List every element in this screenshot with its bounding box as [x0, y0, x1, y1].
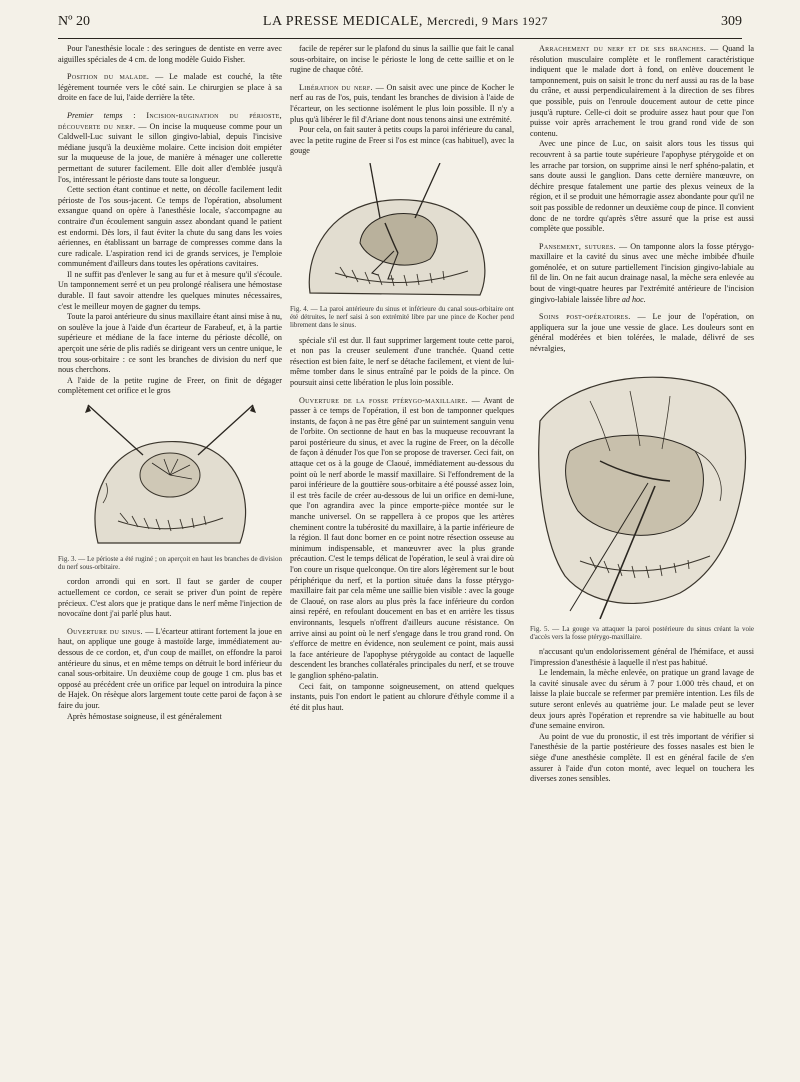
paragraph: Il ne suffit pas d'enlever le sang au fur et à mesure qu'il s'écoule. Un tamponnement serré et un peu prolongé réalisera une hémostase durable. Il faut savoir attendre les quelques minutes nécessaires, c'est le meilleur moyen de gagner du temps. [58, 269, 282, 311]
figure-3-illustration [58, 403, 282, 553]
figure-4-caption: Fig. 4. — La paroi antérieure du sinus et inférieure du canal sous-orbitaire ont été détruites, le nerf saisi à son extrémité libre par une pince de Kocher pend librement dans le sinus. [290, 304, 514, 330]
paragraph: Premier temps : Incision-rugination du périoste, découverte du nerf. — On incise la muqueuse comme pour un Caldwell-Luc suivant le sillon gingivo-labial, depuis l'incisive médiane jusqu'à la deuxième molaire. Cette incision doit empiéter sur la muqueuse de la joue, de manière à ménager une collerette permettant de suturer facilement. Elle doit aller d'emblée jusqu'à l'os, intéressant le périoste dans toute sa longueur. [58, 110, 282, 184]
figure-5-caption: Fig. 5. — La gouge va attaquer la paroi postérieure du sinus créant la voie d'accès vers la fosse ptérygo-maxillaire. [530, 624, 754, 641]
column-2 [290, 44, 514, 1074]
figure-5 [530, 361, 754, 641]
figure-3 [58, 403, 282, 571]
paragraph: Toute la paroi antérieure du sinus maxillaire étant ainsi mise à nu, on soulève la joue à l'aide d'un écarteur de Farabeuf, et, à la partie supérieure et médiane de la face interne du périoste décollé, on aperçoit une série de plis radiés se dirigeant vers un centre unique, le trou sous-orbitaire : ce sont les branches de division du nerf que nous cherchons. [58, 312, 282, 375]
issue-date: Mercredi, 9 Mars 1927 [426, 14, 549, 28]
section-heading: : Incision-rugination du périoste, découverte du nerf. [58, 110, 282, 131]
paragraph: Après hémostase soigneuse, il est généralement [67, 711, 222, 721]
section-heading: Soins post-opératoires. [539, 312, 631, 322]
paragraph: cordon arrondi qui en sort. Il faut se garder de couper actuellement ce cordon, ce serait se priver d'un point de repère précieux. C'est alors que je pratique dans le nerf même l'injection de novocaïne dont j'ai parlé plus haut. [58, 577, 282, 619]
paragraph: Ceci fait, on tamponne soigneusement, on attend quelques instants, puis l'on endort le patient au chlorure d'éthyle comme il a été dit plus haut. [290, 681, 514, 712]
page-number: 309 [720, 14, 742, 29]
paragraph: Au point de vue du pronostic, il est très important de vérifier si l'anesthésie de la partie postérieure des fosses nasales est bien le siège d'une anesthésie complète. Il est en général facile de s'en assurer à l'aide d'un coton monté, avec lequel on touchera les diverses zones sensibles. [530, 731, 754, 784]
column-1 [58, 44, 282, 1074]
section-heading: Position du malade. [67, 72, 150, 82]
column-3 [530, 44, 754, 1074]
section-heading: Ouverture du sinus. [67, 626, 143, 636]
paragraph: Avec une pince de Luc, on saisit alors tous les tissus qui recouvrent à sa partie toute supérieure l'apophyse ptérygoïde et on les arrache par torsion, on supprime ainsi le nerf sphéno-palatin, et sans doute aussi le ganglion. Dans cette dernière manœuvre, on déchire presque fatalement une partie des plexus veineux de la région, et il se produit une hémorragie assez abondante pour qu'il ne soit pas possible de redonner un deuxième coup de pince. Il convient donc de ne tordre qu'après s'être assuré que la prise est aussi complète que possible. [530, 139, 754, 234]
figure-3-caption: Fig. 3. — Le périoste a été ruginé ; on aperçoit en haut les branches de division du nerf sous-orbitaire. [58, 555, 282, 572]
paragraph: n'accusant qu'un endolorissement général de l'hémiface, et aussi l'impression d'anesthésie à laquelle il n'est pas habitué. [530, 647, 754, 667]
section-heading-italic: Premier temps [67, 110, 123, 120]
paragraph: Pansement, sutures. — On tamponne alors la fosse ptérygo-maxillaire et la cavité du sinus avec une mèche imbibée d'huile goménolée, et on suture partiellement l'incision gingivo-labiale au fil de lin. On ne fait aucun drainage nasal, la mèche sera enlevée au bout de vingt-quatre heures par l'extrémité antérieure de l'incision gingivo-labiale laissée libre ad hoc. [530, 241, 754, 304]
paragraph: Soins post-opératoires. — Le jour de l'opération, on appliquera sur la joue une vessie de glace. Les douleurs sont en général modérées et bien tolérées, le malade, délivré de ses névralgies, [530, 312, 754, 354]
section-heading: Arrachement du nerf et de ses branches. [539, 44, 707, 53]
paragraph: Pour cela, on fait sauter à petits coups la paroi inférieure du canal, avec la petite rugine de Freer si l'os est mince (cas habituel), avec la gouge [290, 125, 514, 156]
figure-5-illustration [530, 361, 754, 623]
journal-title [263, 14, 548, 30]
paragraph: spéciale s'il est dur. Il faut supprimer largement toute cette paroi, et non pas la creuser seulement d'une tranchée. Quand cette résection est bien faite, le nerf se détache facilement, et vient de lui-même tomber dans le sinus entraîné par le poids de la pince. On poursuit ainsi cette libération le plus loin possible. [290, 335, 514, 387]
paragraph: A l'aide de la petite rugine de Freer, on finit de dégager complètement cet orifice et le gros [58, 375, 282, 396]
issue-number: Nº 20 [58, 14, 90, 29]
paragraph: Libération du nerf. — On saisit avec une pince de Kocher le nerf au ras de l'os, puis, tendant les branches de division à l'aide de l'écarteur, on les sectionne isolément le plus loin possible. Il n'y a plus qu'à libérer le fil d'Ariane dont nous tenons ainsi une extrémité. [290, 82, 514, 124]
paragraph: facile de repérer sur le plafond du sinus la saillie que fait le canal sous-orbitaire, on incise le périoste le long de cette saillie et on le rugine de chaque côté. [290, 44, 514, 75]
section-heading: Ouverture de la fosse ptérygo-maxillaire. [299, 395, 468, 405]
journal-name: LA PRESSE MEDICALE, [262, 14, 423, 29]
paragraph: Cette section étant continue et nette, on décolle facilement ledit périoste de l'os sous-jacent. Ce temps de l'opération, absolument exsangue quand on opère à l'anesthésie locale, s'accompagne au contraire d'un écoulement sanguin assez abondant quand le patient est endormi. Dès lors, il faut éviter la chute du sang dans les voies aériennes, en établissant un barrage de compresses comme dans la cure radicale. L'aspiration rend ici de grands services, je l'emploie communément d'ailleurs dans toutes les opérations cavitaires. [58, 185, 282, 269]
section-heading: Libération du nerf. [299, 82, 373, 92]
figure-4 [290, 163, 514, 330]
paragraph: Le lendemain, la mèche enlevée, on pratique un grand lavage de la cavité sinusale avec du sérum à 7 pour 1.000 très chaud, et on laisse la plaie buccale se refermer par première intention. Les fils de suture seront enlevés au quatrième jour. Le malade peut se lever deux jours après l'opération et reprendre sa vie habituelle au bout d'une semaine environ. [530, 668, 754, 731]
paragraph: Ouverture du sinus. — L'écarteur attirant fortement la joue en haut, on applique une gouge à mastoïde large, immédiatement au-dessous de ce cordon, et, d'un coup de maillet, on effondre la paroi antérieure du sinus, et en même temps on détruit le bord inférieur du canal sous-orbitaire. Un deuxième coup de gouge 1 cm. plus bas et opposé au précédent crée un orifice par lequel on introduira la pince de Hajek. On résèque alors largement toute cette paroi de façon à se faire du jour. [58, 626, 282, 710]
page-header [58, 14, 742, 39]
figure-4-illustration [290, 163, 514, 303]
paragraph: Arrachement du nerf et de ses branches. — Quand la résolution musculaire complète et le ronflement caractéristique indiquent que le malade dort à fond, on enlève doucement le tamponnement, puis on saisit le tronc du nerf aussi au ras de la base du crâne, et aussi perpendiculairement à la direction de ses fibres que possible, puis on l'enroule doucement autour de cette pince jusqu'à rupture. Celle-ci doit se produire assez haut pour que l'on puisse voir après arrachement le trou grand rond vide de son contenu. [530, 44, 754, 138]
paragraph: Position du malade. — Le malade est couché, la tête légèrement tournée vers le côté sain. Le chirurgien se place à sa droite en face de lui, l'aide derrière la tête. [58, 72, 282, 103]
section-heading: Pansement, sutures. [539, 241, 616, 251]
paragraph: Pour l'anesthésie locale : des seringues de dentiste en verre avec aiguilles spéciales de 4 cm. de long modèle Guido Fisher. [58, 44, 282, 64]
paragraph: Ouverture de la fosse ptérygo-maxillaire. — Avant de passer à ce temps de l'opération, il est bon de tamponner quelques instants, de façon à ne pas être gêné par un suintement sanguin venu de l'orbite. On sectionne de haut en bas la muqueuse recouvrant la paroi postérieure du sinus, et avec la rugine de Freer, on la décolle de façon à dénuder l'os que l'on se propose de traverser. Ceci fait, on attaque cet os à la gouge de Claoué, immédiatement au-dessous du point où le nerf aborde le massif maxillaire. Si l'effondrement de la paroi inférieure de la gouttière sous-orbitaire a été poussé assez loin, il est très facile de créer au-dessous de lui un orifice en demi-lune, que l'on agrandira avec la pince emporte-pièce montée sur le manche universel. On se rappellera à ce propos que les artères cheminent contre la tubérosité du maxillaire, à la partie inférieure de la région. Il faut donc borner en ce point notre résection osseuse au minimum indispensable, et manœuvrer avec la plus grande précaution. C'est le temps délicat de l'opération, le seul à vrai dire où l'on coure un risque quelconque. On tire alors légèrement sur le bout périphérique du nerf, et la portion située dans la fosse ptérygo-maxillaire fait par cela même une saillie bien visible : avec la gouge de Claoué, on rase alors au plus près la face inférieure du cordon ainsi repéré, en refoulant doucement en bas et en arrière les tissus environnants, lesquels n'offrent d'ailleurs aucune résistance. On arrive ainsi au point où le nerf s'engage dans le trou grand rond. On s'efforce de mettre en évidence, non seulement ce point, mais aussi la face antérieure de l'apophyse ptérygoïde au contact de laquelle descendent les branches collatérales principales du nerf, et se trouve le ganglion sphéno-palatin. [290, 395, 514, 680]
